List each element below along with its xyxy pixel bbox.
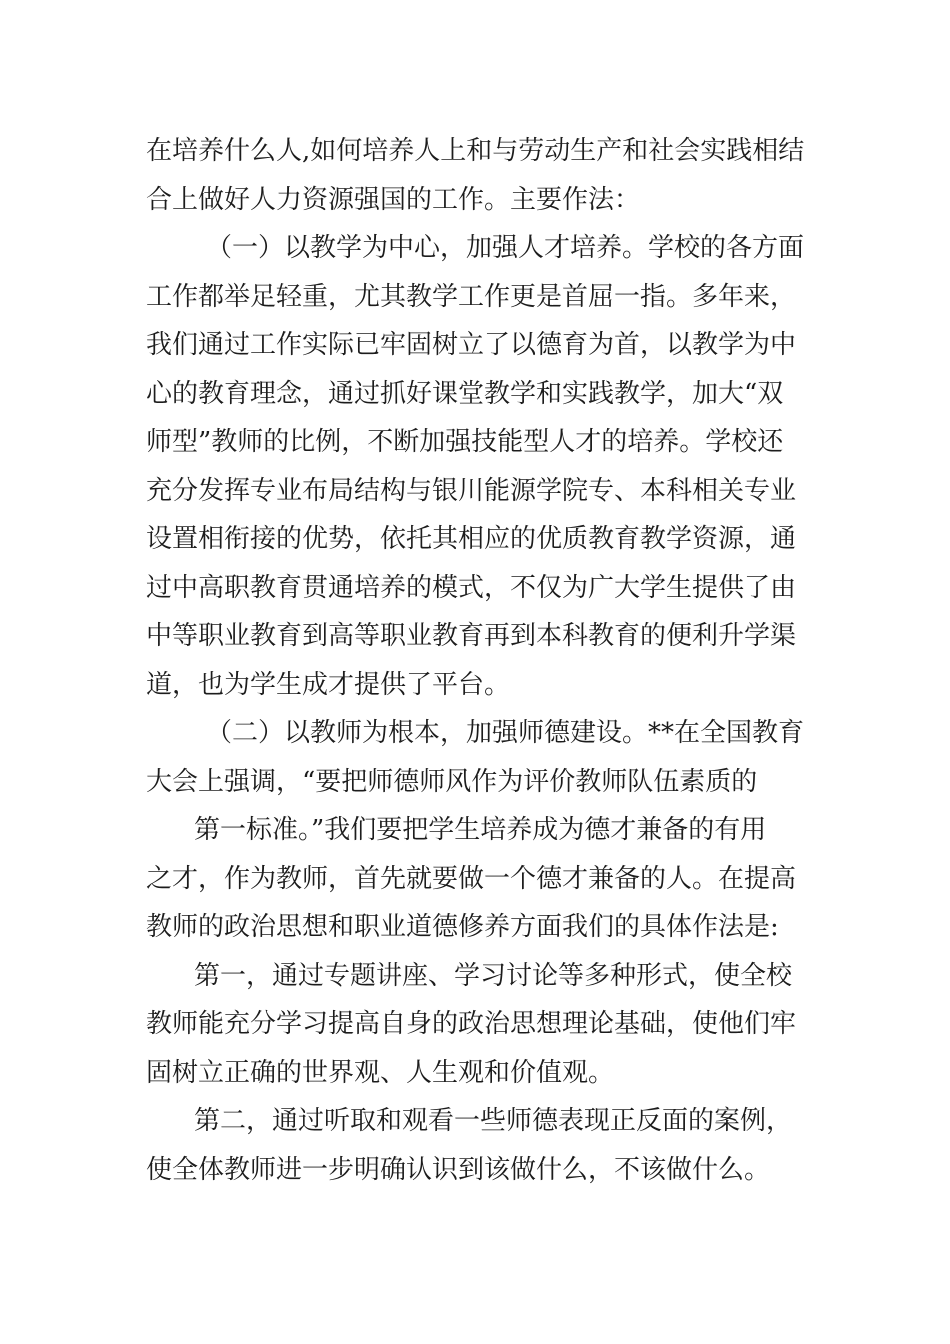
text-line: 过中高职教育贯通培养的模式，不仅为广大学生提供了由 xyxy=(146,572,797,603)
text-line: 第二，通过听取和观看一些师德表现正反面的案例， xyxy=(194,1106,793,1136)
text-line: 第一，通过专题讲座、学习讨论等多种形式，使全校 xyxy=(194,960,793,991)
text-line: 之才，作为教师，首先就要做一个德才兼备的人。在提高 xyxy=(146,863,797,894)
text-line: 中等职业教育到高等职业教育再到本科教育的便利升学渠 xyxy=(146,621,797,651)
text-line: 充分发挥专业布局结构与银川能源学院专、本科相关专业 xyxy=(146,475,797,506)
text-line: 使全体教师进一步明确认识到该做什么，不该做什么。 xyxy=(146,1154,771,1185)
text-line: 在培养什么人,如何培养人上和与劳动生产和社会实践相结 xyxy=(146,136,805,166)
text-line: 师型”教师的比例，不断加强技能型人才的培养。学校还 xyxy=(146,427,784,457)
text-line: 设置相衔接的优势，依托其相应的优质教育教学资源，通 xyxy=(146,524,797,554)
text-line: 合上做好人力资源强国的工作。主要作法： xyxy=(146,184,641,215)
body-text xyxy=(146,127,806,1194)
text-line: 固树立正确的世界观、人生观和价值观。 xyxy=(146,1057,615,1088)
text-line: 第一标准。”我们要把学生培养成为德才兼备的有用 xyxy=(194,815,767,845)
text-line: 教师能充分学习提高自身的政治思想理论基础，使他们牢 xyxy=(146,1009,797,1039)
text-line: 道，也为学生成才提供了平台。 xyxy=(146,669,511,700)
paragraph-heading-1: （一）以教学为中心，加强人才培养。学校的各方面 xyxy=(206,233,805,263)
text-line: 教师的政治思想和职业道德修养方面我们的具体作法是: xyxy=(146,912,779,942)
text-line: 大会上强调，“要把师德师风作为评价教师队伍素质的 xyxy=(146,766,758,797)
text-line: 工作都举足轻重，尤其教学工作更是首屈一指。多年来， xyxy=(146,281,797,312)
text-line: 心的教育理念，通过抓好课堂教学和实践教学，加大“双 xyxy=(146,378,784,409)
text-line: 我们通过工作实际已牢固树立了以德育为首，以教学为中 xyxy=(146,330,797,360)
paragraph-heading-2: （二）以教师为根本，加强师德建设。**在全国教育 xyxy=(206,718,805,748)
